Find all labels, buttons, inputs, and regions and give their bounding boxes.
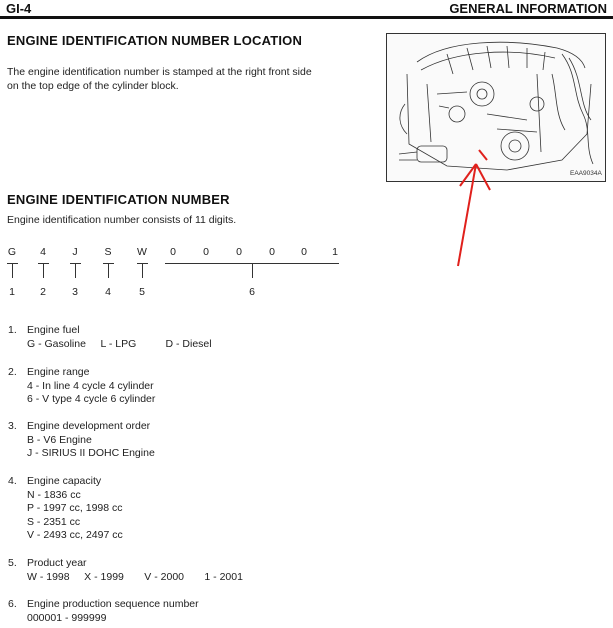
list-item-title: Engine development order	[27, 420, 151, 432]
running-header: GENERAL INFORMATION	[449, 1, 607, 16]
digit-marker-stem	[43, 263, 44, 278]
engine-digit: 0	[269, 246, 275, 258]
position-label: 5	[139, 286, 145, 298]
position-label: 6	[249, 286, 255, 298]
position-label: 3	[72, 286, 78, 298]
digit-count-intro: Engine identification number consists of 11 digits.	[7, 214, 237, 226]
engine-digit: 0	[203, 246, 209, 258]
list-item-title: Product year	[27, 557, 87, 569]
header-rule	[0, 16, 613, 19]
engine-digit: 4	[40, 246, 46, 258]
list-item-line: V - 2493 cc, 2497 cc	[27, 529, 123, 542]
position-label: 2	[40, 286, 46, 298]
list-item-number: 4.	[8, 475, 17, 487]
list-item-title: Engine capacity	[27, 475, 102, 487]
digit-marker-stem	[108, 263, 109, 278]
figure-code: EAA9034A	[570, 170, 602, 177]
list-item-number: 6.	[8, 598, 17, 610]
engine-digit: 1	[332, 246, 338, 258]
digit-marker-stem	[12, 263, 13, 278]
location-line: on the top edge of the cylinder block.	[7, 80, 179, 92]
list-item-number: 1.	[8, 324, 17, 336]
engine-digit: J	[72, 246, 78, 258]
position-label: 1	[9, 286, 15, 298]
list-item-number: 5.	[8, 557, 17, 569]
list-item-line: 000001 - 999999	[27, 611, 107, 624]
digit-marker-stem	[142, 263, 143, 278]
list-item-line: J - SIRIUS II DOHC Engine	[27, 447, 155, 460]
list-item-line: P - 1997 cc, 1998 cc	[27, 502, 123, 515]
engine-digit: W	[137, 246, 147, 258]
location-paragraph	[7, 65, 312, 93]
list-item-line: B - V6 Engine	[27, 433, 92, 446]
engine-digit: 0	[301, 246, 307, 258]
engine-digit: G	[7, 246, 17, 258]
list-item-line: W - 1998 X - 1999 V - 2000 1 - 2001	[27, 570, 243, 583]
list-item-number: 2.	[8, 366, 17, 378]
red-arrow-annotation	[440, 150, 500, 270]
sequence-marker-stem	[252, 263, 253, 278]
list-item-line: 6 - V type 4 cycle 6 cylinder	[27, 393, 156, 406]
location-line: The engine identification number is stamped at the right front side	[7, 66, 312, 78]
page-number: GI-4	[6, 1, 32, 16]
engine-digit: 0	[170, 246, 176, 258]
list-item-line: G - Gasoline L - LPG D - Diesel	[27, 337, 212, 350]
list-item-line: N - 1836 cc	[27, 488, 81, 501]
list-item-title: Engine range	[27, 366, 90, 378]
digit-marker-stem	[75, 263, 76, 278]
list-item-line: 4 - In line 4 cycle 4 cylinder	[27, 379, 154, 392]
position-label: 4	[105, 286, 111, 298]
engine-digit: S	[104, 246, 112, 258]
list-item-title: Engine production sequence number	[27, 598, 199, 610]
section-title-number: ENGINE IDENTIFICATION NUMBER	[7, 192, 230, 207]
list-item-line: S - 2351 cc	[27, 515, 81, 528]
section-title-location: ENGINE IDENTIFICATION NUMBER LOCATION	[7, 33, 303, 48]
engine-digit: 0	[236, 246, 242, 258]
list-item-title: Engine fuel	[27, 324, 80, 336]
list-item-number: 3.	[8, 420, 17, 432]
